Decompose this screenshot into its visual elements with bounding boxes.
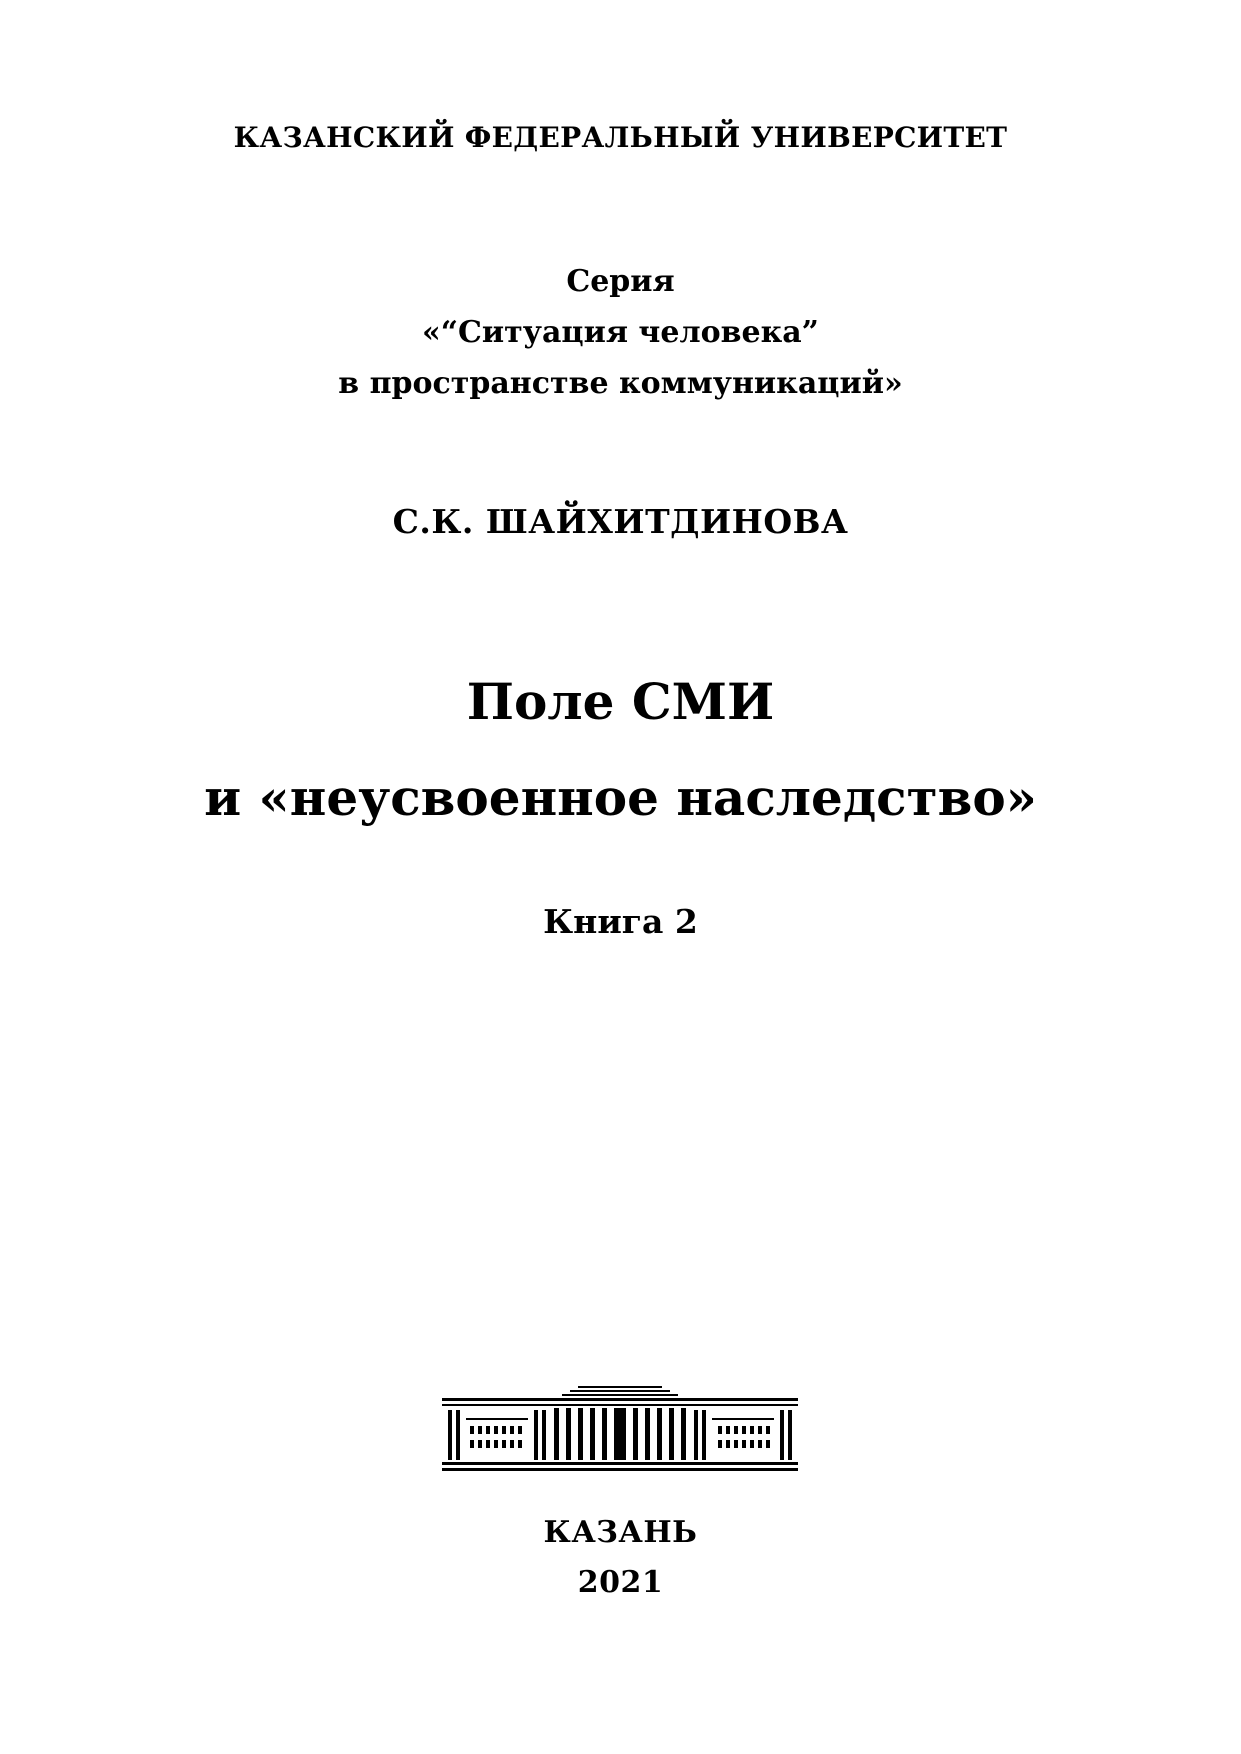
university-name: КАЗАНСКИЙ ФЕДЕРАЛЬНЫЙ УНИВЕРСИТЕТ (233, 121, 1008, 154)
series-name-line-1: «“Ситуация человека” (422, 315, 819, 350)
book-number: Книга 2 (543, 902, 698, 941)
author-name: С.К. ШАЙХИТДИНОВА (392, 502, 849, 541)
imprint-city: КАЗАНЬ (543, 1515, 698, 1550)
book-title-line-1: Поле СМИ (466, 672, 775, 731)
series-label: Серия (566, 264, 675, 299)
university-building-logo-icon (442, 1386, 798, 1472)
series-block (0, 256, 1241, 409)
series-name-line-2: в пространстве коммуникаций» (338, 366, 903, 401)
imprint-year: 2021 (577, 1565, 664, 1600)
book-title-line-2: и «неусвоенное наследство» (204, 768, 1037, 827)
